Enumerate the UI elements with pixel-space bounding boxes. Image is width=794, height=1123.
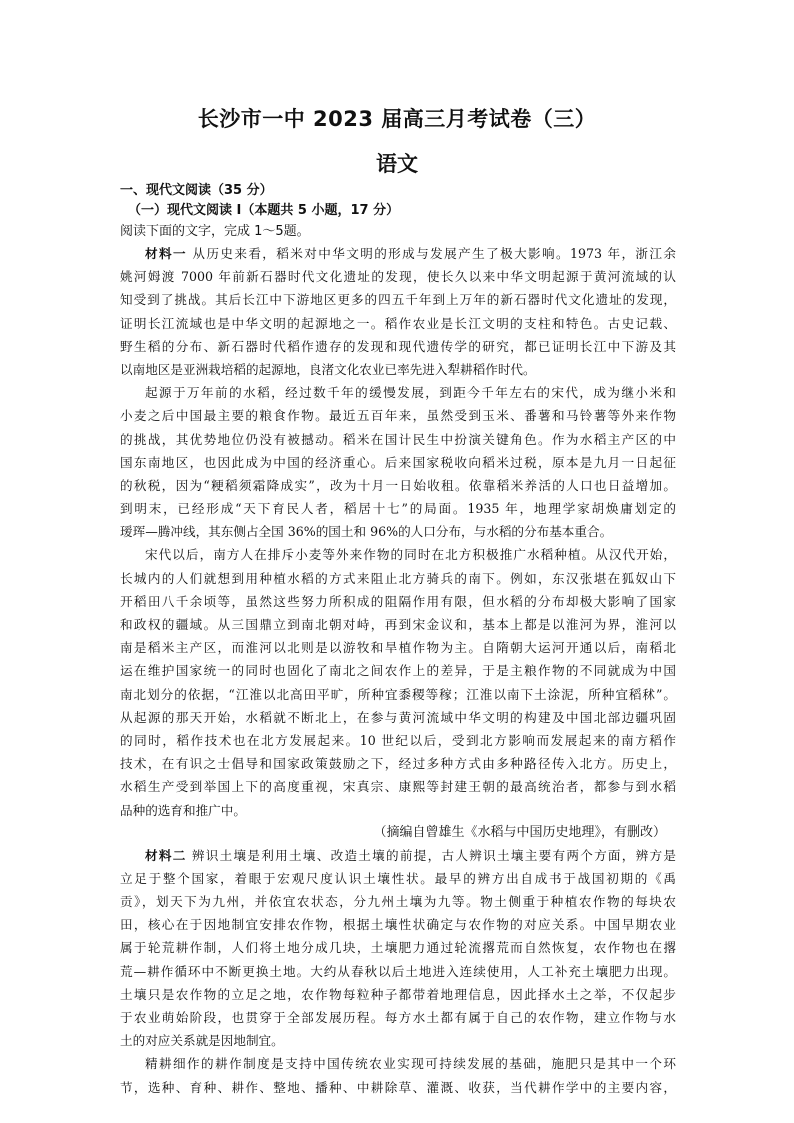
paragraph-line: 的秋税，因为“粳稻须霜降成实”，改为十月一日始收租。依靠稻米养活的人口也日益增加。 [120,477,676,493]
paragraph-line: 运在维护国家统一的同时也固化了南北之间农作上的差异，于是主粮作物的不同就成为中国 [120,663,676,679]
paragraph-line: 南北划分的依据，“江淮以北高田平旷，所种宜黍稷等稼；江淮以南下土涂泥，所种宜稻秫”。 [120,686,676,702]
material1-paragraph2 [120,381,676,543]
paragraph-line: 土壤只是农作物的立足之地，农作物每粒种子都带着地理信息，因此择水土之举，不仅起步 [120,986,676,1002]
paragraph-line: 精耕细作的耕作制度是支持中国传统农业实现可持续发展的基础，施肥只是其中一个环 [145,1056,676,1072]
paragraph-line: 技术，在有识之士倡导和国家政策鼓励之下，经过多种方式由多种路径传入北方。历史上， [120,756,676,772]
paragraph-line: 起源于万年前的水稻，经过数千年的缓慢发展，到距今千年左右的宋代，成为继小米和 [145,385,676,401]
paragraph-line: 知受到了挑战。其后长江中下游地区更多的四五千年到上万年的新石器时代文化遗址的发现， [120,292,676,308]
material1-paragraph3 [120,543,676,821]
paragraph-line: 姚河姆渡 7000 年前新石器时代文化遗址的发现，使长久以来中华文明起源于黄河流域的认 [120,269,676,285]
paragraph-line: 野生稻的分布、新石器时代稻作遗存的发现和现代遗传学的研究，都已证明长江中下游及其 [120,338,676,354]
paragraph-line: 材料二 辨识土壤是利用土壤、改造土壤的前提，古人辨识土壤主要有两个方面，辨方是 [145,847,676,863]
material1-source: （摘编自曾雄生《水稻与中国历史地理》，有删改） [373,824,666,840]
paragraph-line: 南是稻米主产区，而淮河以北则是以游牧和旱植作物为主。自隋朝大运河开通以后，南稻北 [120,640,676,656]
content-area [120,181,676,1099]
subsection-heading: （一）现代文阅读 I（本题共 5 小题，17 分） [128,203,400,218]
subject-title: 语文 [376,152,418,176]
paragraph-line: 立足于整个国家，着眼于宏观尺度认识土壤性状。最早的辨方出自成书于战国初期的《禹 [120,870,676,886]
material2-label: 材料二 [145,847,187,863]
paragraph-line: 宋代以后，南方人在排斥小麦等外来作物的同时在北方积极推广水稻种植。从汉代开始， [145,547,676,563]
paragraph-line: 品种的选育和推广中。 [120,802,246,818]
paragraph-line: 于农业萌始阶段，也贯穿于全部发展历程。每方水土都有属于自己的农作物，建立作物与水 [120,1010,676,1025]
paragraph-line: 开稻田八千余顷等，虽然这些努力所积成的阻隔作用有限，但水稻的分布却极大影响了国家 [120,593,676,609]
material2-paragraph1 [120,844,676,1053]
paragraph-line: 和政权的疆域。从三国鼎立到南北朝对峙，再到宋金议和，基本上都是以淮河为界，淮河以 [120,617,676,632]
paragraph-line: 以南地区是亚洲栽培稻的起源地，良渚文化农业已率先进入犁耕稻作时代。 [120,361,536,377]
material1-paragraph1 [120,242,676,381]
paragraph-line: 小麦之后中国最主要的粮食作物。最近五百年来，虽然受到玉米、番薯和马铃薯等外来作物 [120,408,676,424]
paragraph-line: 水稻生产受到举国上下的高度重视，宋真宗、康熙等封建王朝的最高统治者，都参与到水稻 [120,779,676,795]
instruction-text: 阅读下面的文字，完成 1～5题。 [120,224,310,239]
paragraph-line: 证明长江流域也是中华文明的起源地之一。稻作农业是长江文明的支柱和特色。古史记载、 [120,315,676,331]
paragraph-line: 长城内的人们就想到用种植水稻的方式来阻止北方骑兵的南下。例如，东汉张堪在狐奴山下 [120,570,676,586]
paragraph-line: 节，选种、育种、耕作、整地、播种、中耕除草、灌溉、收获，当代耕作学中的主要内容， [120,1079,676,1095]
paragraph-line: 瑷珲—腾冲线，其东侧占全国 36%的国土和 96%的人口分布，与水稻的分布基本重合。 [120,524,613,540]
paragraph-line: 田，核心在于因地制宜安排农作物，根据土壤性状确定与农作物的对应关系。中国早期农业 [120,917,676,933]
paragraph-line: 的同时，稻作技术也在北方发展起来。10 世纪以后，受到北方影响而发展起来的南方稻作 [120,732,676,748]
material2-paragraph2 [120,1052,676,1098]
paragraph-line: 属于轮荒耕作制，人们将土地分成几块，土壤肥力通过轮流撂荒而自然恢复，农作物也在撂 [120,940,676,956]
paragraph-line: 从起源的那天开始，水稻就不断北上，在参与黄河流域中华文明的构建及中国北部边疆巩固 [120,709,676,725]
section-heading: 一、现代文阅读（35 分） [120,183,273,198]
paragraph-line: 荒—耕作循环中不断更换土地。大约从春秋以后土地进入连续使用，人工补充土壤肥力出现。 [120,963,676,979]
paragraph-line: 材料一 从历史来看，稻米对中华文明的形成与发展产生了极大影响。1973 年，浙江余 [145,246,676,261]
paragraph-line: 国东南地区，也因此成为中国的经济重心。后来国家税收向稻米过税，原本是九月一日起征 [120,454,676,470]
paragraph-line: 贡》，划天下为九州，并依宜农状态，分九州土壤为九等。物土侧重于种植农作物的每块农 [120,894,676,910]
paragraph-line: 到明末，已经形成“天下育民人者，稻居十七”的局面。1935 年，地理学家胡焕庸划定的 [120,501,676,517]
material1-label: 材料一 [145,246,187,261]
paragraph-line: 的挑战，其优势地位仍没有被撼动。稻米在国计民生中扮演关键角色。作为水稻主产区的中 [120,431,676,447]
exam-title: 长沙市一中 2023 届高三月考试卷（三） [197,107,597,131]
paragraph-line: 土的对应关系就是因地制宜。 [120,1033,284,1049]
